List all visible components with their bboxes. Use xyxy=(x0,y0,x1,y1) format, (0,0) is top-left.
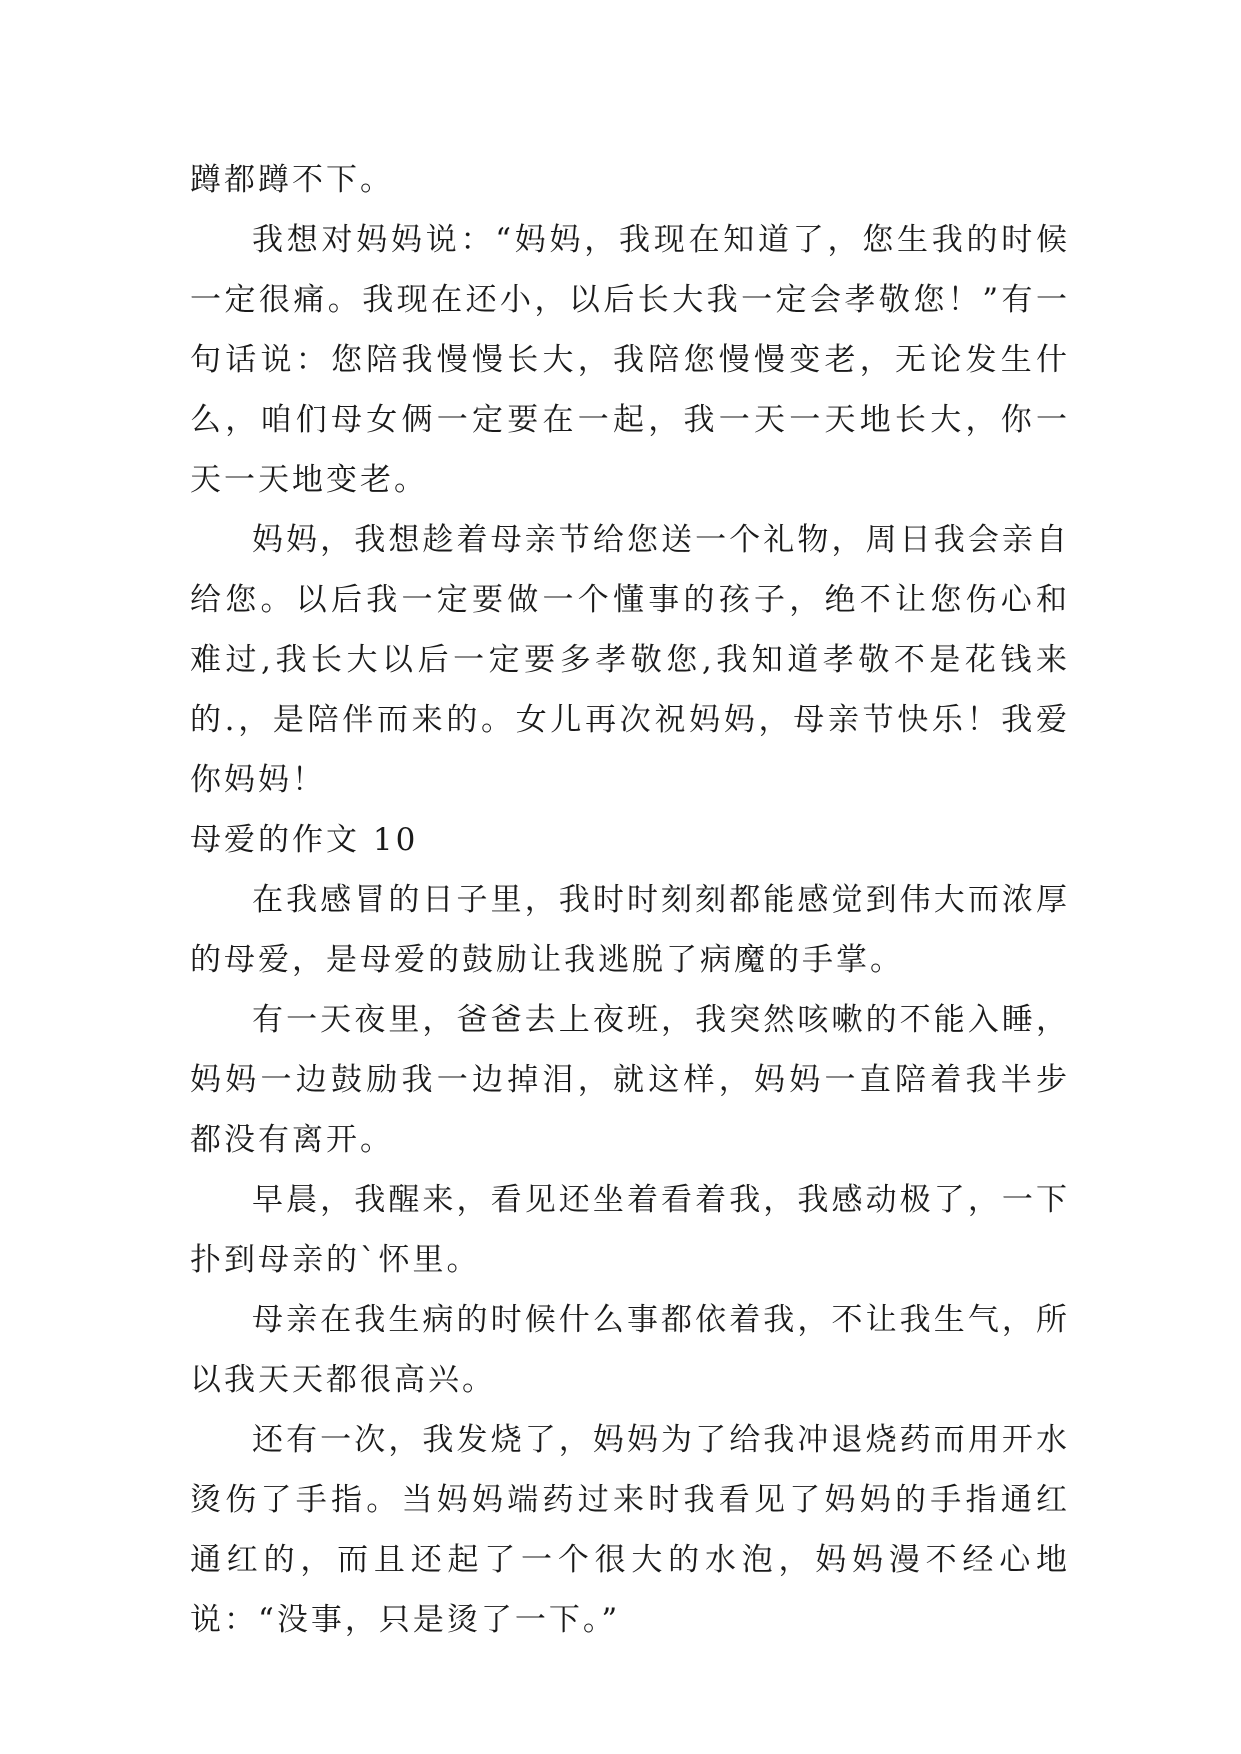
paragraph: 在我感冒的日子里，我时时刻刻都能感觉到伟大而浓厚的母爱，是母爱的鼓励让我逃脱了病魔的手掌。 xyxy=(190,882,1070,978)
document-body xyxy=(190,150,1070,1650)
paragraph: 早晨，我醒来，看见还坐着看着我，我感动极了，一下扑到母亲的`怀里。 xyxy=(190,1182,1070,1278)
paragraph-continuation: 蹲都蹲不下。 xyxy=(190,162,394,198)
paragraph: 我想对妈妈说：“妈妈，我现在知道了，您生我的时候一定很痛。我现在还小，以后长大我一定会孝敬您！”有一句话说：您陪我慢慢长大，我陪您慢慢变老，无论发生什么，咱们母女俩一定要在一起，我一天一天地长大，你一天一天地变老。 xyxy=(190,222,1070,498)
paragraph: 还有一次，我发烧了，妈妈为了给我冲退烧药而用开水烫伤了手指。当妈妈端药过来时我看见了妈妈的手指通红通红的，而且还起了一个很大的水泡，妈妈漫不经心地说：“没事，只是烫了一下。” xyxy=(190,1422,1070,1638)
paragraph: 妈妈，我想趁着母亲节给您送一个礼物，周日我会亲自给您。以后我一定要做一个懂事的孩子，绝不让您伤心和难过,我长大以后一定要多孝敬您,我知道孝敬不是花钱来的.，是陪伴而来的。女儿再次祝妈妈，母亲节快乐！我爱你妈妈！ xyxy=(190,522,1070,798)
essay-heading: 母爱的作文 10 xyxy=(190,822,419,858)
paragraph: 有一天夜里，爸爸去上夜班，我突然咳嗽的不能入睡，妈妈一边鼓励我一边掉泪，就这样，妈妈一直陪着我半步都没有离开。 xyxy=(190,1002,1070,1158)
paragraph: 母亲在我生病的时候什么事都依着我，不让我生气，所以我天天都很高兴。 xyxy=(190,1302,1070,1398)
